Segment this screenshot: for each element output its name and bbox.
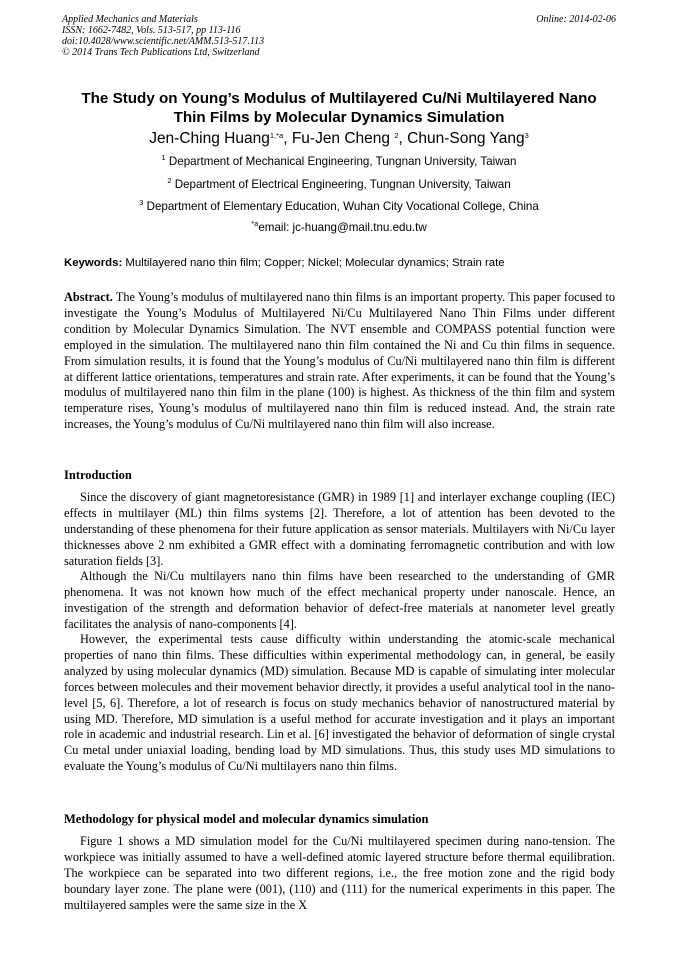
paper-title — [40, 89, 638, 127]
email-mark: *a — [251, 219, 259, 228]
keywords-text: Multilayered nano thin film; Copper; Nickel; Molecular dynamics; Strain rate — [122, 257, 505, 269]
keywords — [64, 256, 624, 270]
author-mark: 2 — [394, 131, 399, 140]
author-mark: 1,*a — [269, 131, 284, 140]
title-line-2: Thin Films by Molecular Dynamics Simulation — [173, 109, 505, 126]
abstract-text: The Young’s modulus of multilayered nano thin films is an important property. This paper focused to investigate the Young’s Modulus of Multilayered Ni/Cu Multilayered Nano Thin Films under different condition by Molecular Dynamics Simulation. The NVT ensemble and COMPASS potential function were employed in the simulation. The multilayered nano thin film contained the Ni and Cu thin films in sequence. From simulation results, it is found that the Young’s modulus of Cu/Ni multilayered nano thin film is different at different lattice orientations, temperatures and strain rate. After experiments, it can be found that the Young’s modulus of multilayered nano thin film in the plane (100) is highest. As thickness of the thin film and system temperature rises, Young’s modulus of multilayered nano thin film is reduced instead. And, the strain rate increases, the Young’s modulus of Cu/Ni multilayered nano thin film will also increase. — [64, 290, 615, 432]
journal-header — [62, 14, 616, 58]
author-name: Jen-Ching Huang — [149, 130, 270, 147]
intro-paragraph-3: However, the experimental tests cause difficulty within understanding the atomic-scale mechanical properties of nano thin films. These difficulties within experimental methodology can, in general, be easily analyzed by using molecular dynamics (MD) simulation. Because MD is capable of simulating inter molecular forces between molecules and their movement behavior directly, it provides a useful analytical tool in the nano-level [5, 6]. Therefore, a lot of research is focus on study mechanics behavior of nanostructured material by using MD. Therefore, MD simulation is a useful method for accurate investigation and it plays an important role in academic and industrial research. Lin et al. [6] investigated the behavior of deformation of single crystal Cu metal under uniaxial loading, bending load by MD simulations. Thus, this study uses MD simulations to evaluate the Young’s modulus of Cu/Ni multilayers nano thin films. — [64, 632, 615, 774]
affiliation-mark: 3 — [139, 198, 144, 207]
affiliation-mark: 2 — [167, 176, 172, 185]
abstract — [64, 290, 615, 433]
section-heading-methodology: Methodology for physical model and molecular dynamics simulation — [64, 812, 429, 826]
intro-paragraph-1: Since the discovery of giant magnetoresistance (GMR) in 1989 [1] and interlayer exchange coupling (IEC) effects in multilayer (ML) thin films systems [2]. Therefore, a lot of attention has been devoted to the understanding of these phenomena for their future application as sensor materials. Multilayers with Ni/Cu layer thicknesses above 2 nm exhibited a GMR effect with a dominating ferromagnetic contribution and with low saturation fields [3]. — [64, 490, 615, 568]
author-list — [40, 129, 638, 148]
issn-line: ISSN: 1662-7482, Vols. 513-517, pp 113-116 — [62, 25, 241, 36]
author-mark: 3 — [524, 131, 529, 140]
affiliation-2 — [40, 178, 638, 192]
email-line — [40, 221, 638, 235]
intro-paragraph-2: Although the Ni/Cu multilayers nano thin films have been researched to the understanding of GMR phenomena. It was not known how much of the effect mechanical property under nanoscale. Hence, an investigation of the strength and deformation behavior of defect-free materials at nanometer level greatly facilitates the analysis of nano-components [4]. — [64, 569, 615, 631]
abstract-label: Abstract. — [64, 290, 113, 304]
journal-name: Applied Mechanics and Materials — [62, 14, 198, 25]
keywords-label: Keywords: — [64, 257, 123, 269]
affiliation-text: Department of Electrical Engineering, Tungnan University, Taiwan — [171, 178, 511, 191]
affiliation-text: Department of Elementary Education, Wuhan City Vocational College, China — [143, 200, 539, 213]
affiliation-text: Department of Mechanical Engineering, Tungnan University, Taiwan — [165, 155, 517, 168]
author-name: Fu-Jen Cheng — [291, 130, 395, 147]
section-heading-introduction: Introduction — [64, 468, 132, 482]
online-date: Online: 2014-02-06 — [536, 14, 616, 25]
title-line-1: The Study on Young’s Modulus of Multilayered Cu/Ni Multilayered Nano — [81, 90, 597, 107]
email-text[interactable]: email: jc-huang@mail.tnu.edu.tw — [258, 221, 427, 234]
affiliation-3 — [40, 200, 638, 214]
copyright-line: © 2014 Trans Tech Publications Ltd, Switzerland — [62, 47, 260, 58]
author-name: Chun-Song Yang — [407, 130, 525, 147]
doi-line[interactable]: doi:10.4028/www.scientific.net/AMM.513-517.113 — [62, 36, 265, 47]
author-separator: , — [283, 130, 292, 147]
author-separator: , — [398, 130, 408, 147]
methodology-paragraph-1: Figure 1 shows a MD simulation model for the Cu/Ni multilayered specimen during nano-tension. The workpiece was initially assumed to have a well-defined atomic layered structure before thermal equilibration. The workpiece can be separated into two different regions, i.e., the free motion zone and the rigid body boundary layer zone. The plane were (001), (110) and (111) for the numerical experiments in this paper. The multilayered samples were the same size in the X — [64, 834, 615, 912]
affiliation-1 — [40, 155, 638, 169]
affiliation-mark: 1 — [161, 153, 166, 162]
